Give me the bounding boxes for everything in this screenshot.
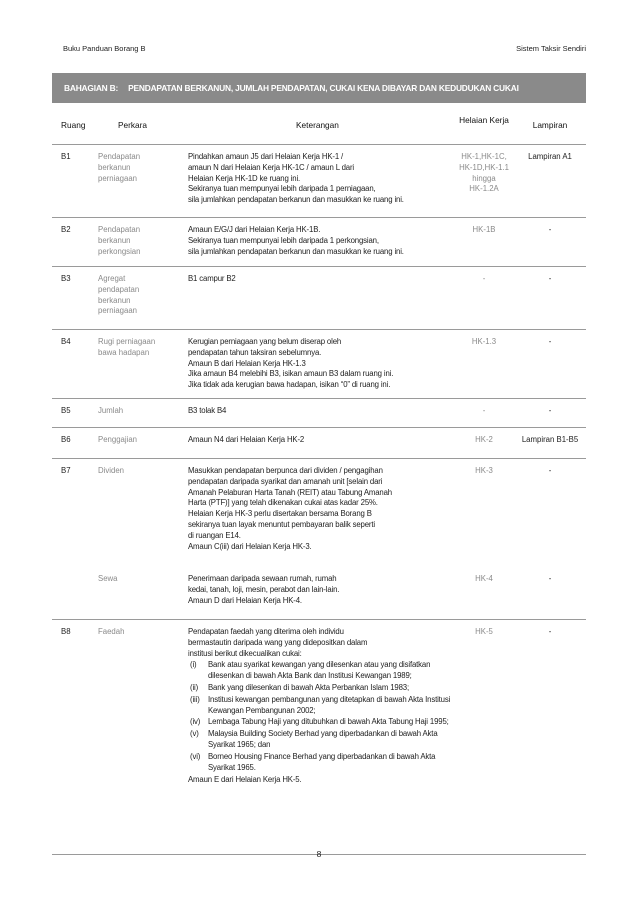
- description-line: sekiranya tuan layak menuntut pembayaran balik seperti: [188, 519, 375, 529]
- worksheet-line: -: [482, 406, 486, 415]
- row-code: B8: [61, 627, 71, 636]
- description-line: kedai, tanah, loji, mesin, perabot dan lain-lain.: [188, 584, 340, 594]
- row-item: Dividen: [98, 466, 125, 475]
- list-item-number: (ii): [190, 682, 199, 692]
- description-line: pendapatan daripada syarikat dan amanah unit [selain dari: [188, 476, 383, 486]
- table-row: [52, 428, 586, 458]
- list-item: [188, 729, 458, 751]
- page-number: 8: [316, 849, 322, 859]
- list-item: [188, 752, 458, 774]
- list-item: [188, 683, 458, 694]
- list-item: [188, 695, 458, 717]
- row-item: Rugi perniagaan bawa hadapan: [98, 337, 156, 357]
- list-item-number: (iv): [190, 717, 201, 727]
- list-item-text: Malaysia Building Society Berhad yang diperbadankan di bawah Akta Syarikat 1965; dan: [208, 729, 438, 749]
- row-code: B3: [61, 274, 71, 283]
- explanation-table: [52, 110, 586, 855]
- row-appendix: -: [548, 274, 552, 283]
- list-item-text: Borneo Housing Finance Berhad yang diperbadankan di bawah Akta Syarikat 1965.: [208, 751, 436, 772]
- description-line: Amaun N4 dari Helaian Kerja HK-2: [188, 435, 305, 444]
- list-item-text: Bank atau syarikat kewangan yang dilesenkan atau yang disifatkan dilesenkan di bawah Akta Bank dan Institusi Kewangan 1989;: [208, 660, 431, 681]
- description-line: Sekiranya tuan mempunyai lebih daripada 1 perniagaan,: [188, 184, 376, 194]
- row-item: Agregat pendapatan berkanun perniagaan: [98, 274, 140, 316]
- row-description: [188, 225, 458, 257]
- description-line: Harta (PTF)] yang telah dikenakan cukai atas kadar 25%.: [188, 498, 378, 508]
- list-item-text: Lembaga Tabung Haji yang ditubuhkan di bawah Akta Tabung Haji 1995;: [208, 717, 449, 727]
- list-item-number: (iii): [190, 694, 200, 704]
- table-row: [52, 330, 586, 398]
- row-code: B7: [61, 466, 71, 475]
- description-line: Sekiranya tuan mempunyai lebih daripada 1 perkongsian,: [188, 235, 379, 245]
- row-item: Pendapatan berkanun perkongsian: [98, 225, 141, 256]
- description-line: Amaun C(iii) dari Helaian Kerja HK-3.: [188, 541, 312, 551]
- row-description: [188, 466, 458, 552]
- description-line: bermastautin daripada wang yang didepositkan dalam: [188, 637, 368, 647]
- header-system-name: Sistem Taksir Sendiri: [516, 44, 586, 53]
- table-header: [52, 110, 586, 144]
- table-row: [52, 567, 586, 619]
- exempt-institution-list: [188, 660, 458, 773]
- worksheet-line: HK-1D,HK-1.1: [459, 162, 509, 172]
- row-worksheet: [450, 574, 518, 585]
- row-worksheet: [450, 152, 518, 195]
- row-appendix: -: [548, 627, 552, 636]
- worksheet-line: -: [482, 274, 486, 283]
- row-worksheet: [450, 466, 518, 477]
- table-row: [52, 218, 586, 266]
- description-line: Pendapatan faedah yang diterima oleh individu: [188, 627, 344, 636]
- worksheet-line: HK-2: [475, 435, 493, 444]
- row-appendix: -: [548, 466, 552, 475]
- description-line: B3 tolak B4: [188, 406, 227, 415]
- row-code: B4: [61, 337, 71, 346]
- row-appendix: -: [548, 406, 552, 415]
- worksheet-line: HK-1.3: [471, 337, 497, 346]
- list-item: [188, 717, 458, 728]
- row-item: Faedah: [98, 627, 125, 636]
- row-item: Jumlah: [98, 406, 124, 415]
- worksheet-line: HK-1,HK-1C,: [461, 152, 507, 161]
- description-line: Amaun E dari Helaian Kerja HK-5.: [188, 775, 302, 785]
- list-item-number: (v): [190, 729, 199, 739]
- col-header-app: Lampiran: [532, 120, 568, 130]
- description-line: di ruangan E14.: [188, 530, 241, 540]
- row-description: [188, 406, 458, 417]
- table-body: [52, 145, 586, 855]
- row-code: B2: [61, 225, 71, 234]
- table-row: [52, 620, 586, 854]
- list-item-number: (vi): [190, 751, 201, 761]
- table-row: [52, 267, 586, 329]
- list-item: [188, 660, 458, 682]
- row-code: B5: [61, 406, 71, 415]
- description-line: Helaian Kerja HK-3 perlu disertakan bersama Borang B: [188, 509, 372, 519]
- row-worksheet: [450, 627, 518, 638]
- row-appendix: Lampiran B1-B5: [521, 435, 579, 444]
- list-item-text: Institusi kewangan pembangunan yang ditetapkan di bawah Akta Institusi Kewangan Pembangunan 2002;: [208, 694, 451, 715]
- description-line: sila jumlahkan pendapatan berkanun dan masukkan ke ruang ini.: [188, 195, 404, 205]
- row-appendix: -: [548, 225, 552, 234]
- col-header-item: Perkara: [118, 120, 148, 130]
- worksheet-line: HK-4: [475, 574, 493, 583]
- section-code: BAHAGIAN B:: [64, 83, 119, 93]
- worksheet-line: HK-1.2A: [469, 184, 499, 194]
- description-line: sila jumlahkan pendapatan berkanun dan masukkan ke ruang ini.: [188, 246, 404, 256]
- description-line: Masukkan pendapatan berpunca dari dividen / pengagihan: [188, 466, 383, 475]
- description-line: institusi berikut dikecualikan cukai:: [188, 648, 302, 658]
- description-line: amaun N dari Helaian Kerja HK-1C / amaun L dari: [188, 162, 355, 172]
- description-line: Jika amaun B4 melebihi B3, isikan amaun B3 dalam ruang ini.: [188, 369, 394, 379]
- table-row: [52, 399, 586, 427]
- header-doc-title: Buku Panduan Borang B: [63, 44, 146, 53]
- row-description: [188, 274, 458, 285]
- row-worksheet: [450, 406, 518, 417]
- description-line: Kerugian perniagaan yang belum diserap oleh: [188, 337, 342, 346]
- description-line: pendapatan tahun taksiran sebelumnya.: [188, 347, 322, 357]
- row-appendix: -: [548, 337, 552, 346]
- description-line: Penerimaan daripada sewaan rumah, rumah: [188, 574, 337, 583]
- row-code: B1: [61, 152, 71, 161]
- col-header-form: Helaian Kerja: [459, 115, 509, 125]
- list-item-number: (i): [190, 660, 197, 670]
- section-title: PENDAPATAN BERKANUN, JUMLAH PENDAPATAN, CUKAI KENA DIBAYAR DAN KEDUDUKAN CUKAI: [128, 83, 519, 93]
- row-worksheet: [450, 225, 518, 236]
- description-line: Amaun B dari Helaian Kerja HK-1.3: [188, 358, 306, 368]
- row-item: Penggajian: [98, 435, 138, 444]
- row-description: [188, 627, 458, 786]
- worksheet-line: hingga: [472, 173, 496, 183]
- worksheet-line: HK-3: [475, 466, 493, 475]
- row-appendix: Lampiran A1: [528, 152, 572, 161]
- row-item: Sewa: [98, 574, 118, 583]
- worksheet-line: HK-5: [475, 627, 493, 636]
- table-row: [52, 459, 586, 567]
- row-worksheet: [450, 337, 518, 348]
- description-line: Pindahkan amaun J5 dari Helaian Kerja HK-1 /: [188, 152, 344, 161]
- row-worksheet: [450, 435, 518, 446]
- worksheet-line: HK-1B: [472, 225, 496, 234]
- section-heading-bar: [52, 73, 586, 103]
- description-line: Amanah Pelaburan Harta Tanah (REIT) atau Tabung Amanah: [188, 487, 392, 497]
- row-description: [188, 152, 458, 206]
- row-description: [188, 435, 458, 446]
- row-code: B6: [61, 435, 71, 444]
- description-line: Jika tidak ada kerugian bawa hadapan, isikan “0” di ruang ini.: [188, 380, 391, 390]
- list-item-text: Bank yang dilesenkan di bawah Akta Perbankan Islam 1983;: [208, 682, 409, 692]
- row-worksheet: [450, 274, 518, 285]
- row-item: Pendapatan berkanun perniagaan: [98, 152, 141, 183]
- row-appendix: -: [548, 574, 552, 583]
- description-line: Amaun D dari Helaian Kerja HK-4.: [188, 595, 302, 605]
- table-row: [52, 145, 586, 217]
- row-description: [188, 574, 458, 606]
- col-header-desc: Keterangan: [296, 120, 339, 130]
- row-description: [188, 337, 458, 391]
- col-header-code: Ruang: [61, 120, 86, 130]
- description-line: B1 campur B2: [188, 274, 236, 283]
- description-line: Amaun E/G/J dari Helaian Kerja HK-1B.: [188, 225, 321, 234]
- description-line: Helaian Kerja HK-1D ke ruang ini.: [188, 173, 301, 183]
